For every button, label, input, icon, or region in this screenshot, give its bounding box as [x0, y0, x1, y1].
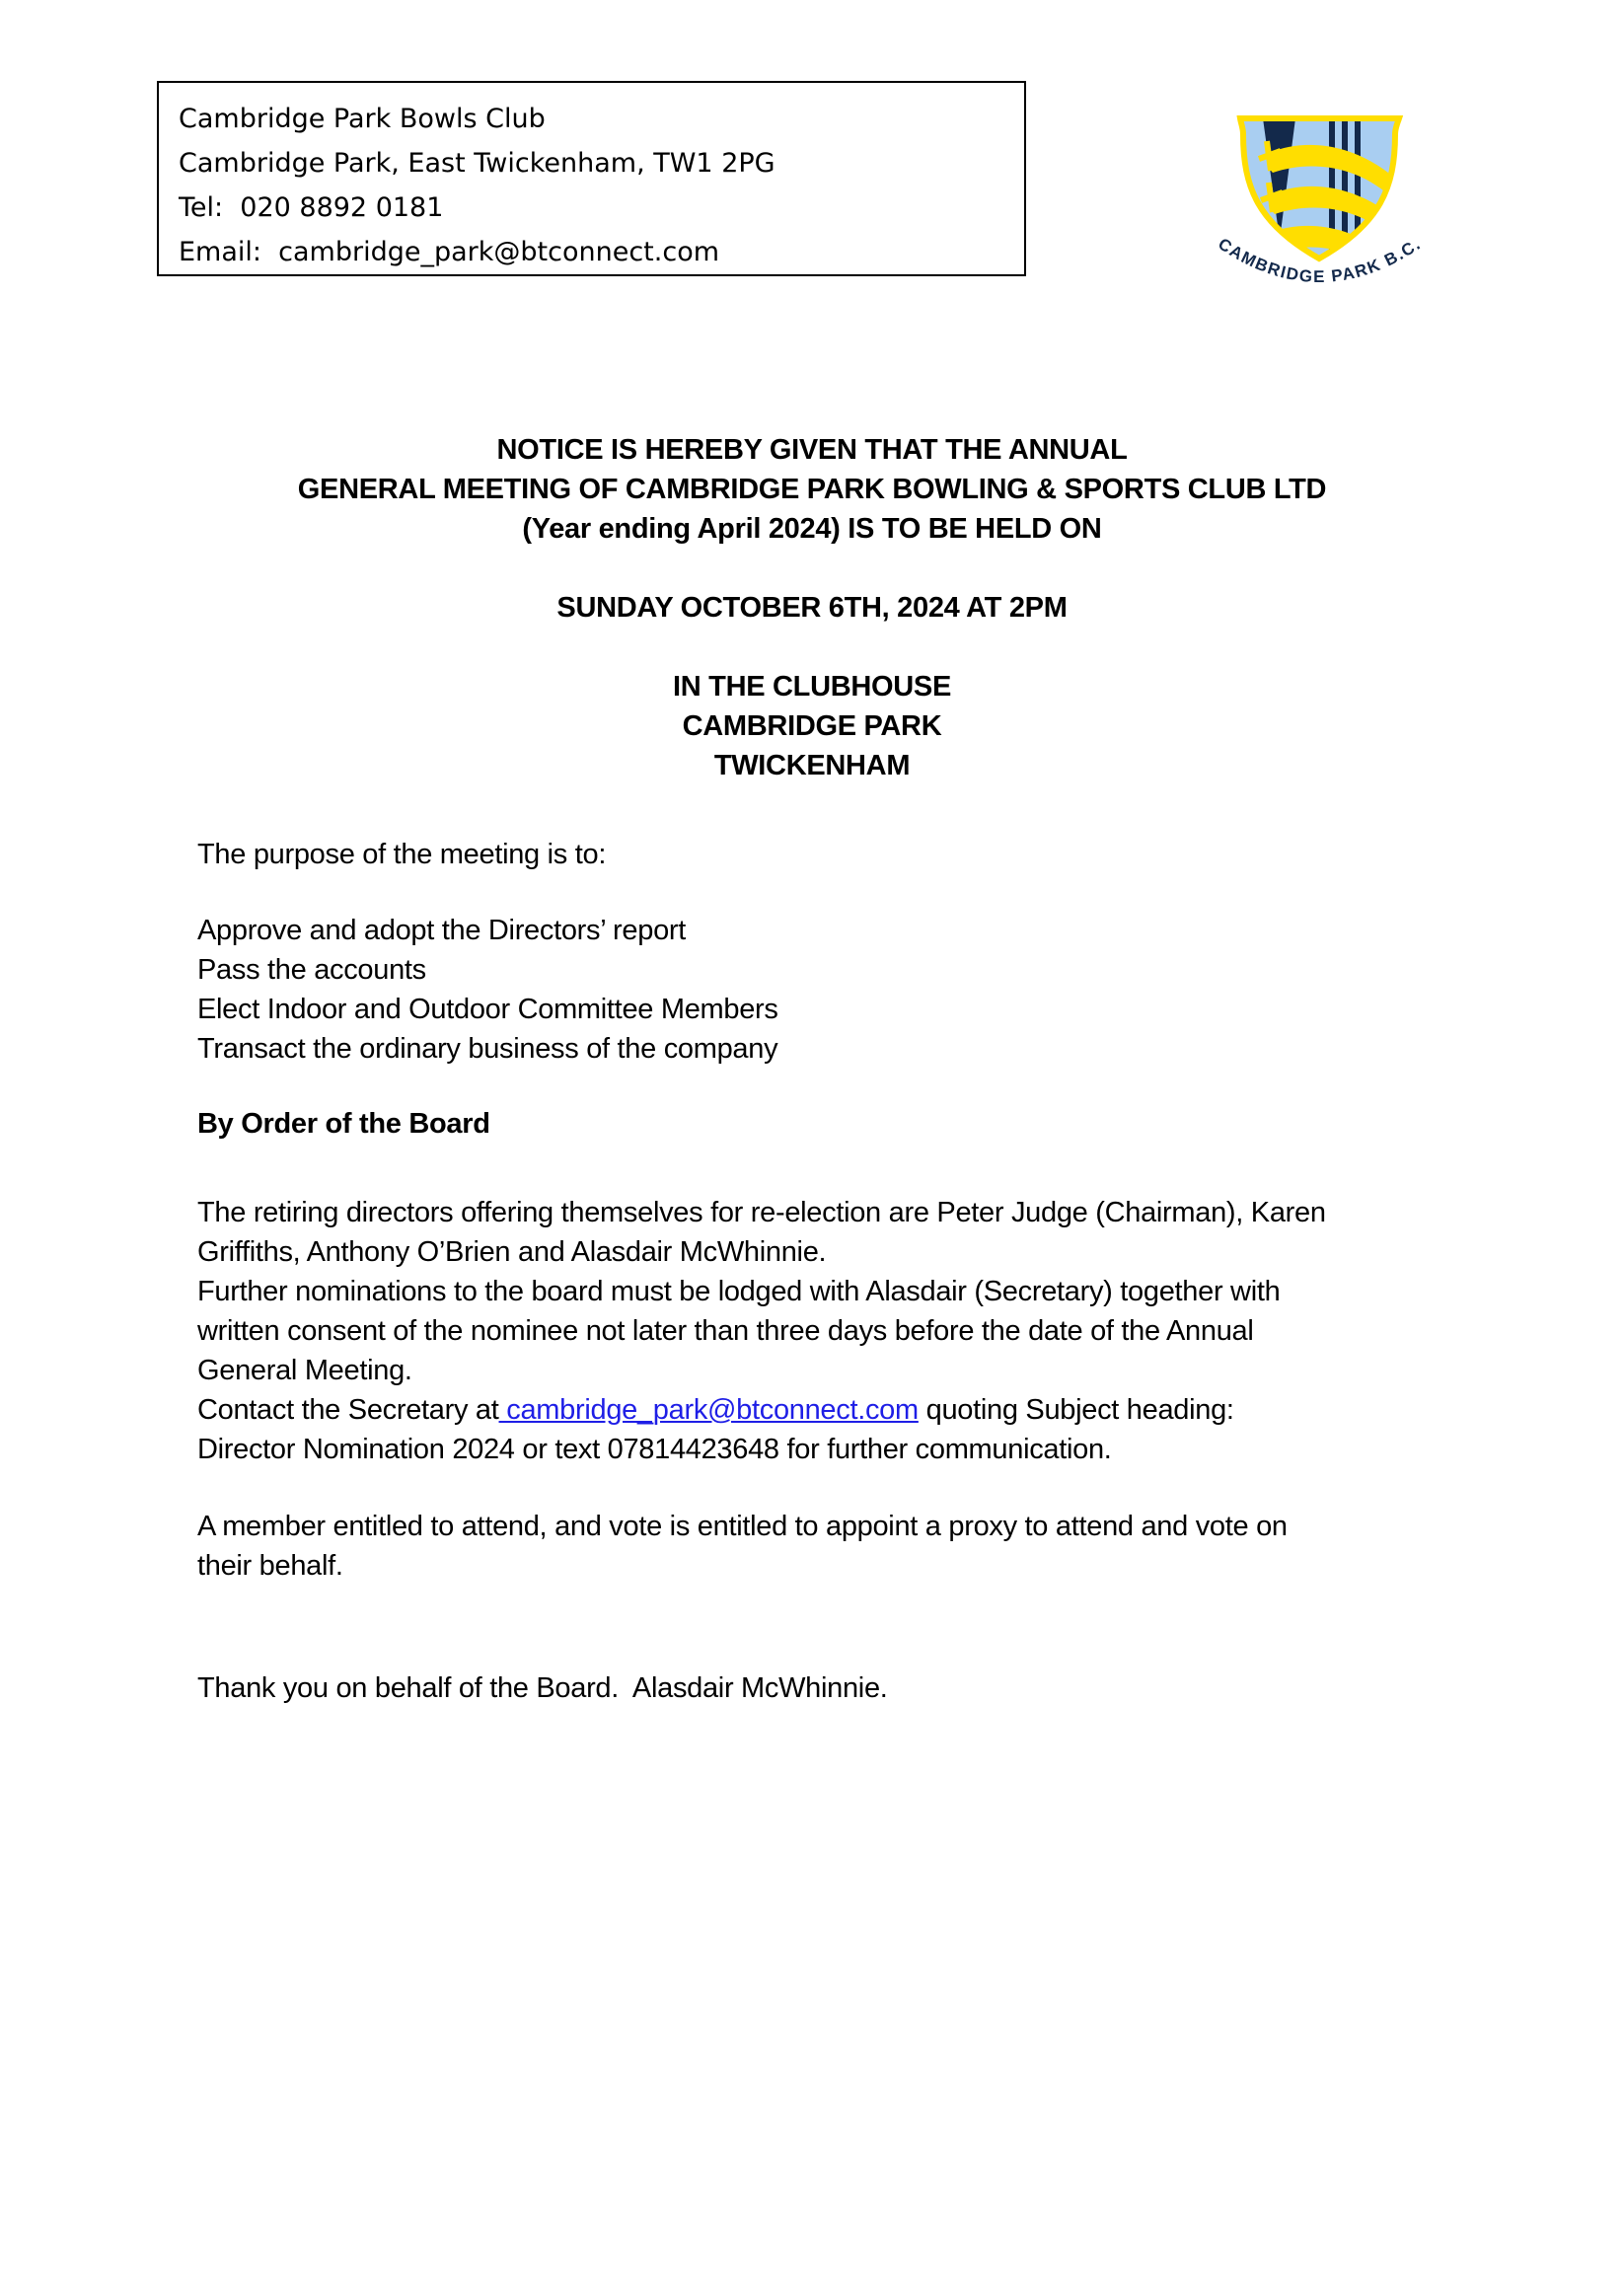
directors-line: General Meeting.	[197, 1355, 412, 1386]
purpose-item: Elect Indoor and Outdoor Committee Members	[197, 994, 778, 1025]
by-order-heading: By Order of the Board	[197, 1108, 490, 1140]
purpose-item: Transact the ordinary business of the company	[197, 1033, 778, 1065]
proxy-line: their behalf.	[197, 1550, 343, 1582]
purpose-item: Approve and adopt the Directors’ report	[197, 915, 687, 946]
directors-paragraph	[197, 1193, 1427, 1469]
notice-title-line: (Year ending April 2024) IS TO BE HELD ON	[522, 513, 1102, 545]
contact-box-line: Email: cambridge_park@btconnect.com	[179, 237, 720, 267]
contact-box-line: Cambridge Park Bowls Club	[179, 104, 546, 134]
venue-line: TWICKENHAM	[713, 750, 911, 781]
contact-line	[197, 1390, 1427, 1430]
email-link[interactable]: cambridge_park@btconnect.com	[498, 1394, 919, 1426]
contact-text-after: quoting Subject heading:	[918, 1394, 1234, 1426]
meeting-venue	[197, 667, 1427, 785]
contact-box-line: Cambridge Park, East Twickenham, TW1 2PG	[179, 148, 775, 179]
club-crest-logo	[1184, 84, 1460, 311]
logo-caption: CAMBRIDGE PARK B.C.	[1215, 234, 1425, 287]
contact-box-line: Tel: 020 8892 0181	[179, 192, 444, 223]
contact-line-2: Director Nomination 2024 or text 07814423648 for further communication.	[197, 1434, 1112, 1465]
directors-line: Further nominations to the board must be lodged with Alasdair (Secretary) together with	[197, 1276, 1281, 1307]
proxy-line: A member entitled to attend, and vote is entitled to appoint a proxy to attend and vote on	[197, 1511, 1288, 1542]
directors-line: The retiring directors offering themselves for re-election are Peter Judge (Chairman), Karen	[197, 1197, 1326, 1228]
club-contact-box	[157, 81, 1026, 276]
venue-line: CAMBRIDGE PARK	[682, 710, 942, 742]
notice-title	[197, 430, 1427, 549]
closing-thanks: Thank you on behalf of the Board. Alasdair McWhinnie.	[197, 1672, 888, 1704]
contact-text-before: Contact the Secretary at	[197, 1394, 499, 1426]
shield-crest-icon	[1184, 84, 1460, 311]
proxy-paragraph	[197, 1507, 1427, 1586]
directors-lines	[197, 1193, 1427, 1390]
purpose-items	[197, 911, 1427, 1069]
notice-body	[197, 430, 1427, 1708]
directors-line: written consent of the nominee not later than three days before the date of the Annual	[197, 1315, 1254, 1347]
meeting-datetime: SUNDAY OCTOBER 6TH, 2024 AT 2PM	[556, 592, 1068, 624]
purpose-item: Pass the accounts	[197, 954, 426, 986]
directors-line: Griffiths, Anthony O’Brien and Alasdair McWhinnie.	[197, 1236, 827, 1268]
notice-title-line: NOTICE IS HEREBY GIVEN THAT THE ANNUAL	[496, 434, 1128, 466]
notice-title-line: GENERAL MEETING OF CAMBRIDGE PARK BOWLING & SPORTS CLUB LTD	[297, 474, 1327, 505]
venue-line: IN THE CLUBHOUSE	[673, 671, 951, 703]
purpose-intro: The purpose of the meeting is to:	[197, 839, 607, 870]
